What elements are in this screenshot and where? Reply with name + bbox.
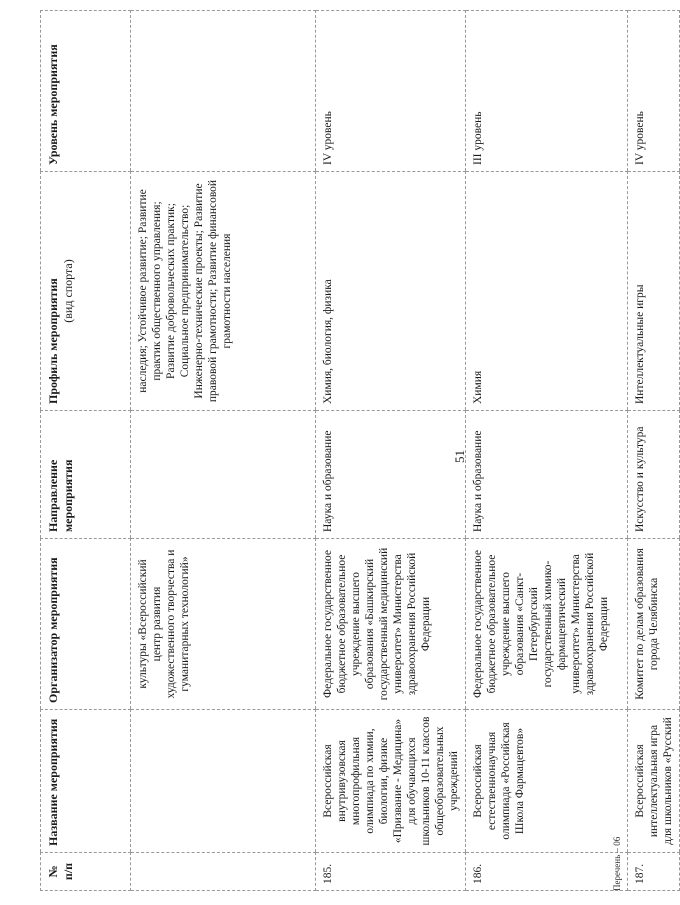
cell-level: IV уровень <box>316 11 466 172</box>
cell-direction: Наука и образование <box>466 411 628 539</box>
cell-num <box>131 853 316 891</box>
header-organizer: Организатор мероприятия <box>41 539 131 710</box>
cell-name: Всероссийская внутривузовская многопрофильная олимпиада по химии, биологии, физике «Призвание - Медицина» для обучающихся школьников 10-11 классов общеобразовательных учреждений <box>316 710 466 853</box>
cell-level <box>131 11 316 172</box>
header-level: Уровень мероприятия <box>41 11 131 172</box>
cell-level: IV уровень <box>628 11 680 172</box>
page-number: 51 <box>452 450 467 463</box>
table-row <box>466 11 628 891</box>
cell-num: 186. <box>466 853 628 891</box>
cell-direction <box>131 411 316 539</box>
table-row <box>628 11 680 891</box>
cell-name <box>131 710 316 853</box>
footer-mark: Перечень – 06 <box>612 836 622 891</box>
cell-direction: Наука и образование <box>316 411 466 539</box>
cell-num: 187. <box>628 853 680 891</box>
cell-organizer: Федеральное государственное бюджетное образовательное учреждение высшего образования «Санкт-Петербургский государственный химико-фармацевтический университет» Министерства здравоохранения Российской Федерации <box>466 539 628 710</box>
cell-profile: Химия, биология, физика <box>316 172 466 411</box>
cell-profile: Химия <box>466 172 628 411</box>
events-table <box>40 10 680 891</box>
cell-profile: Интеллектуальные игры <box>628 172 680 411</box>
header-profile-label: Профиль мероприятия <box>46 278 60 404</box>
header-name: Название мероприятия <box>41 710 131 853</box>
cell-name: Всероссийская интеллектуальная игра для школьников «Русский <box>628 710 680 853</box>
header-profile <box>41 172 131 411</box>
cell-organizer: Федеральное государственное бюджетное образовательное учреждение высшего образования «Башкирский государственный медицинский университет» Министерства здравоохранения Российской Федерации <box>316 539 466 710</box>
table-row <box>316 11 466 891</box>
cell-name: Всероссийская естественнонаучная олимпиада «Российская Школа Фармацевтов» <box>466 710 628 853</box>
table-row <box>131 11 316 891</box>
cell-organizer: культуры «Всероссийский центр развития художественного творчества и гуманитарных технологий» <box>131 539 316 710</box>
cell-organizer: Комитет по делам образования города Челябинска <box>628 539 680 710</box>
cell-direction: Искусство и культура <box>628 411 680 539</box>
header-num: № п/п <box>41 853 131 891</box>
cell-level: III уровень <box>466 11 628 172</box>
header-profile-sub: (вид спорта) <box>60 259 75 323</box>
cell-num: 185. <box>316 853 466 891</box>
header-direction: Направление мероприятия <box>41 411 131 539</box>
table-header-row <box>41 11 131 891</box>
cell-profile: наследия; Устойчивое развитие; Развитие практик общественного управления; Развитие добровольческих практик; Социальное предпринимательство; Инженерно-технические проекты; Развитие правовой грамотности; Развитие финансовой грамотности населения <box>131 172 316 411</box>
